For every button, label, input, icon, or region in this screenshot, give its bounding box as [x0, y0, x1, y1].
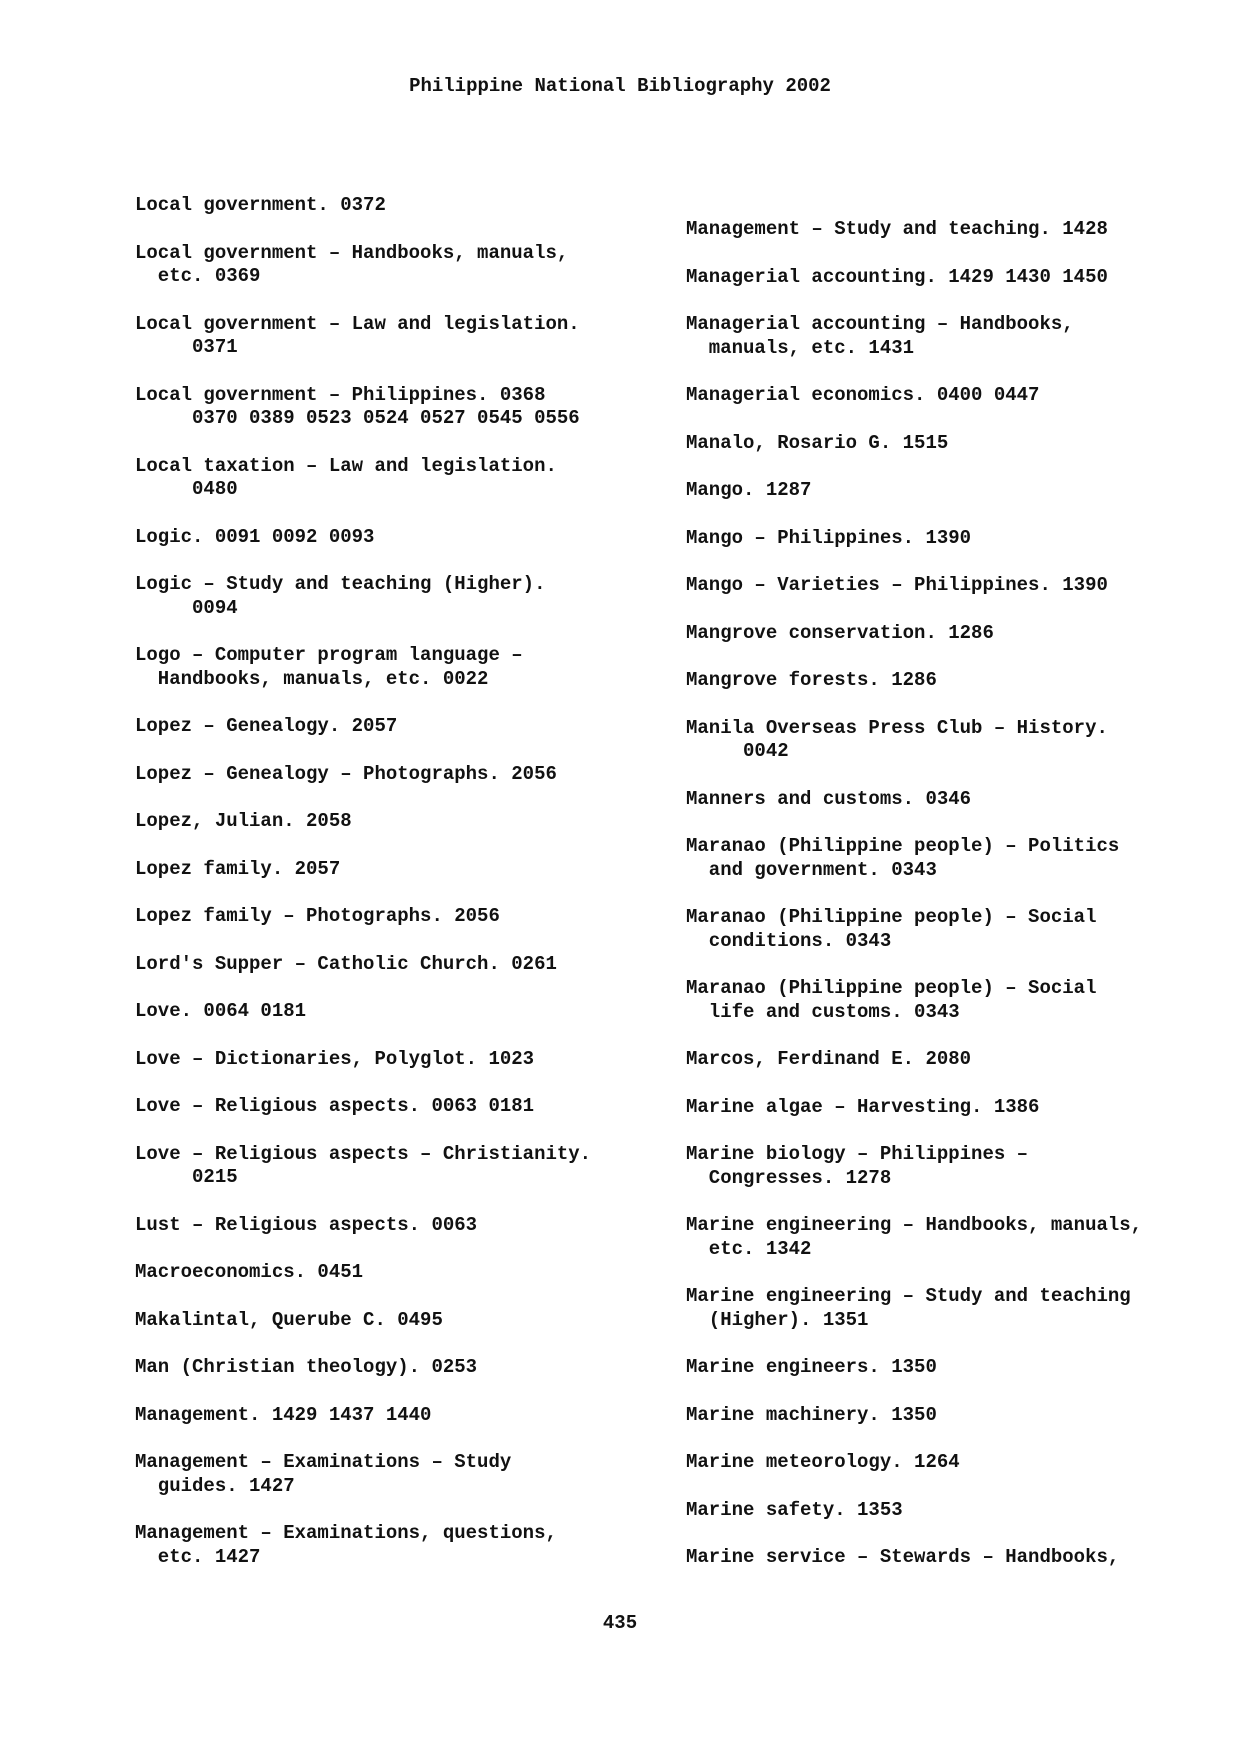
index-entry: Macroeconomics. 0451: [135, 1261, 364, 1283]
index-entry: Lopez family – Photographs. 2056: [135, 905, 500, 927]
index-entry: Marine meteorology. 1264: [686, 1451, 960, 1473]
index-entry: Lopez – Genealogy. 2057: [135, 715, 398, 737]
index-entry: Maranao (Philippine people) – Social conditions. 0343: [686, 906, 1097, 952]
index-entry: Mango. 1287: [686, 479, 812, 501]
index-entry: Management. 1429 1437 1440: [135, 1403, 432, 1426]
index-entry: Mangrove forests. 1286: [686, 669, 937, 691]
index-entry: Maranao (Philippine people) – Social life and customs. 0343: [686, 977, 1097, 1023]
index-entry: Logo – Computer program language – Handbooks, manuals, etc. 0022: [135, 644, 523, 690]
index-entry: Marine biology – Philippines – Congresses. 1278: [686, 1143, 1029, 1189]
index-column-left: [135, 194, 695, 1593]
index-entry: Managerial accounting – Handbooks, manuals, etc. 1431: [686, 313, 1074, 359]
index-entry: Local government – Philippines. 0368 0370 0389 0523 0524 0527 0545 0556: [135, 383, 580, 429]
index-entry: Management – Examinations – Study guides. 1427: [135, 1451, 512, 1497]
index-entry: Local government – Handbooks, manuals, etc. 0369: [135, 241, 569, 287]
index-entry: Marine engineering – Study and teaching (Higher). 1351: [686, 1285, 1131, 1331]
index-entry: Local government. 0372: [135, 194, 386, 216]
index-entry: Makalintal, Querube C. 0495: [135, 1308, 443, 1331]
index-entry: Maranao (Philippine people) – Politics and government. 0343: [686, 835, 1120, 881]
index-entry: Marcos, Ferdinand E. 2080: [686, 1048, 972, 1070]
index-entry: Marine service – Stewards – Handbooks,: [686, 1546, 1120, 1568]
index-entry: Managerial accounting. 1429 1430 1450: [686, 265, 1108, 288]
index-entry: Love. 0064 0181: [135, 1000, 307, 1022]
index-entry: Marine engineers. 1350: [686, 1356, 937, 1378]
index-entry: Local government – Law and legislation. 0371: [135, 312, 580, 358]
index-entry: Marine machinery. 1350: [686, 1403, 937, 1426]
index-entry: Management – Examinations, questions, etc. 1427: [135, 1522, 557, 1568]
index-entry: Lopez, Julian. 2058: [135, 810, 352, 832]
index-entry: Mango – Varieties – Philippines. 1390: [686, 574, 1108, 596]
page-number: 435: [602, 1612, 638, 1634]
index-entry: Marine engineering – Handbooks, manuals, etc. 1342: [686, 1214, 1143, 1260]
index-entry: Love – Religious aspects – Christianity. 0215: [135, 1142, 592, 1188]
index-entry: Logic. 0091 0092 0093: [135, 525, 375, 548]
index-entry: Lopez – Genealogy – Photographs. 2056: [135, 762, 557, 785]
page-title: Philippine National Bibliography 2002: [409, 75, 831, 97]
index-entry: Love – Dictionaries, Polyglot. 1023: [135, 1047, 535, 1070]
index-entry: Mangrove conservation. 1286: [686, 621, 994, 644]
index-entry: Logic – Study and teaching (Higher). 0094: [135, 573, 546, 619]
index-entry: Local taxation – Law and legislation. 0480: [135, 454, 557, 500]
index-column-right: [686, 218, 1240, 1594]
index-entry: Manila Overseas Press Club – History. 0042: [686, 716, 1108, 762]
index-entry: Mango – Philippines. 1390: [686, 526, 972, 549]
index-entry: Managerial economics. 0400 0447: [686, 384, 1040, 406]
index-entry: Lord's Supper – Catholic Church. 0261: [135, 952, 557, 975]
index-entry: Marine safety. 1353: [686, 1498, 903, 1521]
index-entry: Lopez family. 2057: [135, 857, 341, 880]
index-entry: Love – Religious aspects. 0063 0181: [135, 1095, 535, 1117]
index-entry: Manners and customs. 0346: [686, 787, 972, 810]
index-entry: Man (Christian theology). 0253: [135, 1356, 478, 1378]
index-entry: Management – Study and teaching. 1428: [686, 218, 1108, 240]
index-entry: Marine algae – Harvesting. 1386: [686, 1095, 1040, 1118]
index-entry: Manalo, Rosario G. 1515: [686, 431, 949, 454]
index-entry: Lust – Religious aspects. 0063: [135, 1213, 478, 1236]
